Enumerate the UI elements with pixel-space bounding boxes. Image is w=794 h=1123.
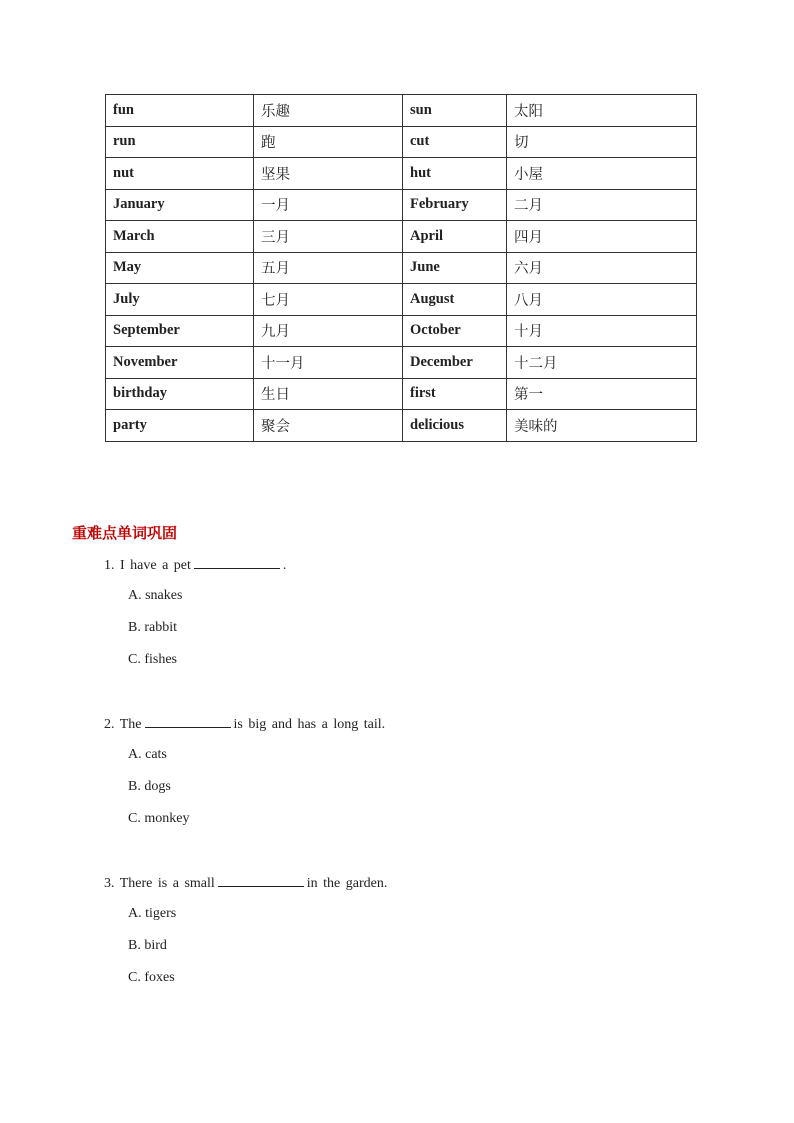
english-word: party bbox=[106, 410, 254, 442]
chinese-meaning: 七月 bbox=[254, 284, 403, 316]
table-row bbox=[106, 189, 697, 221]
question-text-before: 3. There is a small bbox=[104, 876, 215, 891]
english-word: October bbox=[403, 315, 507, 347]
answer-blank[interactable] bbox=[145, 715, 231, 728]
table-row bbox=[106, 221, 697, 253]
chinese-meaning: 美味的 bbox=[507, 410, 697, 442]
vocabulary-table bbox=[105, 94, 697, 442]
table-row bbox=[106, 252, 697, 284]
english-word: November bbox=[106, 347, 254, 379]
chinese-meaning: 二月 bbox=[507, 189, 697, 221]
table-row bbox=[106, 315, 697, 347]
question-1 bbox=[104, 556, 286, 574]
english-word: March bbox=[106, 221, 254, 253]
english-word: June bbox=[403, 252, 507, 284]
question-3 bbox=[104, 874, 387, 892]
answer-blank[interactable] bbox=[218, 874, 304, 887]
english-word: fun bbox=[106, 95, 254, 127]
option-a[interactable]: A. snakes bbox=[128, 588, 183, 603]
option-c[interactable]: C. foxes bbox=[128, 970, 175, 985]
chinese-meaning: 十二月 bbox=[507, 347, 697, 379]
english-word: May bbox=[106, 252, 254, 284]
table-row bbox=[106, 410, 697, 442]
english-word: delicious bbox=[403, 410, 507, 442]
section-title: 重难点单词巩固 bbox=[72, 524, 178, 542]
english-word: August bbox=[403, 284, 507, 316]
english-word: birthday bbox=[106, 378, 254, 410]
chinese-meaning: 一月 bbox=[254, 189, 403, 221]
question-2 bbox=[104, 715, 385, 733]
english-word: January bbox=[106, 189, 254, 221]
english-word: cut bbox=[403, 126, 507, 158]
option-b[interactable]: B. dogs bbox=[128, 779, 171, 794]
question-text-after: is big and has a long tail. bbox=[233, 717, 386, 732]
table-row bbox=[106, 158, 697, 190]
option-c[interactable]: C. fishes bbox=[128, 652, 177, 667]
chinese-meaning: 生日 bbox=[254, 378, 403, 410]
english-word: run bbox=[106, 126, 254, 158]
english-word: nut bbox=[106, 158, 254, 190]
table-row bbox=[106, 347, 697, 379]
chinese-meaning: 跑 bbox=[254, 126, 403, 158]
english-word: July bbox=[106, 284, 254, 316]
english-word: hut bbox=[403, 158, 507, 190]
question-text-before: 1. I have a pet bbox=[104, 558, 191, 573]
chinese-meaning: 十一月 bbox=[254, 347, 403, 379]
chinese-meaning: 八月 bbox=[507, 284, 697, 316]
chinese-meaning: 九月 bbox=[254, 315, 403, 347]
chinese-meaning: 聚会 bbox=[254, 410, 403, 442]
vocabulary-table-body bbox=[106, 95, 697, 442]
english-word: April bbox=[403, 221, 507, 253]
option-b[interactable]: B. rabbit bbox=[128, 620, 177, 635]
chinese-meaning: 十月 bbox=[507, 315, 697, 347]
table-row bbox=[106, 378, 697, 410]
answer-blank[interactable] bbox=[194, 556, 280, 569]
english-word: first bbox=[403, 378, 507, 410]
question-text-after: in the garden. bbox=[306, 876, 388, 891]
chinese-meaning: 小屋 bbox=[507, 158, 697, 190]
chinese-meaning: 坚果 bbox=[254, 158, 403, 190]
english-word: sun bbox=[403, 95, 507, 127]
chinese-meaning: 切 bbox=[507, 126, 697, 158]
english-word: February bbox=[403, 189, 507, 221]
chinese-meaning: 五月 bbox=[254, 252, 403, 284]
table-row bbox=[106, 126, 697, 158]
chinese-meaning: 太阳 bbox=[507, 95, 697, 127]
option-b[interactable]: B. bird bbox=[128, 938, 167, 953]
english-word: December bbox=[403, 347, 507, 379]
chinese-meaning: 第一 bbox=[507, 378, 697, 410]
option-a[interactable]: A. cats bbox=[128, 747, 167, 762]
question-text-before: 2. The bbox=[104, 717, 142, 732]
table-row bbox=[106, 284, 697, 316]
option-a[interactable]: A. tigers bbox=[128, 906, 177, 921]
chinese-meaning: 三月 bbox=[254, 221, 403, 253]
option-c[interactable]: C. monkey bbox=[128, 811, 190, 826]
chinese-meaning: 乐趣 bbox=[254, 95, 403, 127]
english-word: September bbox=[106, 315, 254, 347]
chinese-meaning: 四月 bbox=[507, 221, 697, 253]
question-text-after: . bbox=[282, 558, 287, 573]
chinese-meaning: 六月 bbox=[507, 252, 697, 284]
table-row bbox=[106, 95, 697, 127]
